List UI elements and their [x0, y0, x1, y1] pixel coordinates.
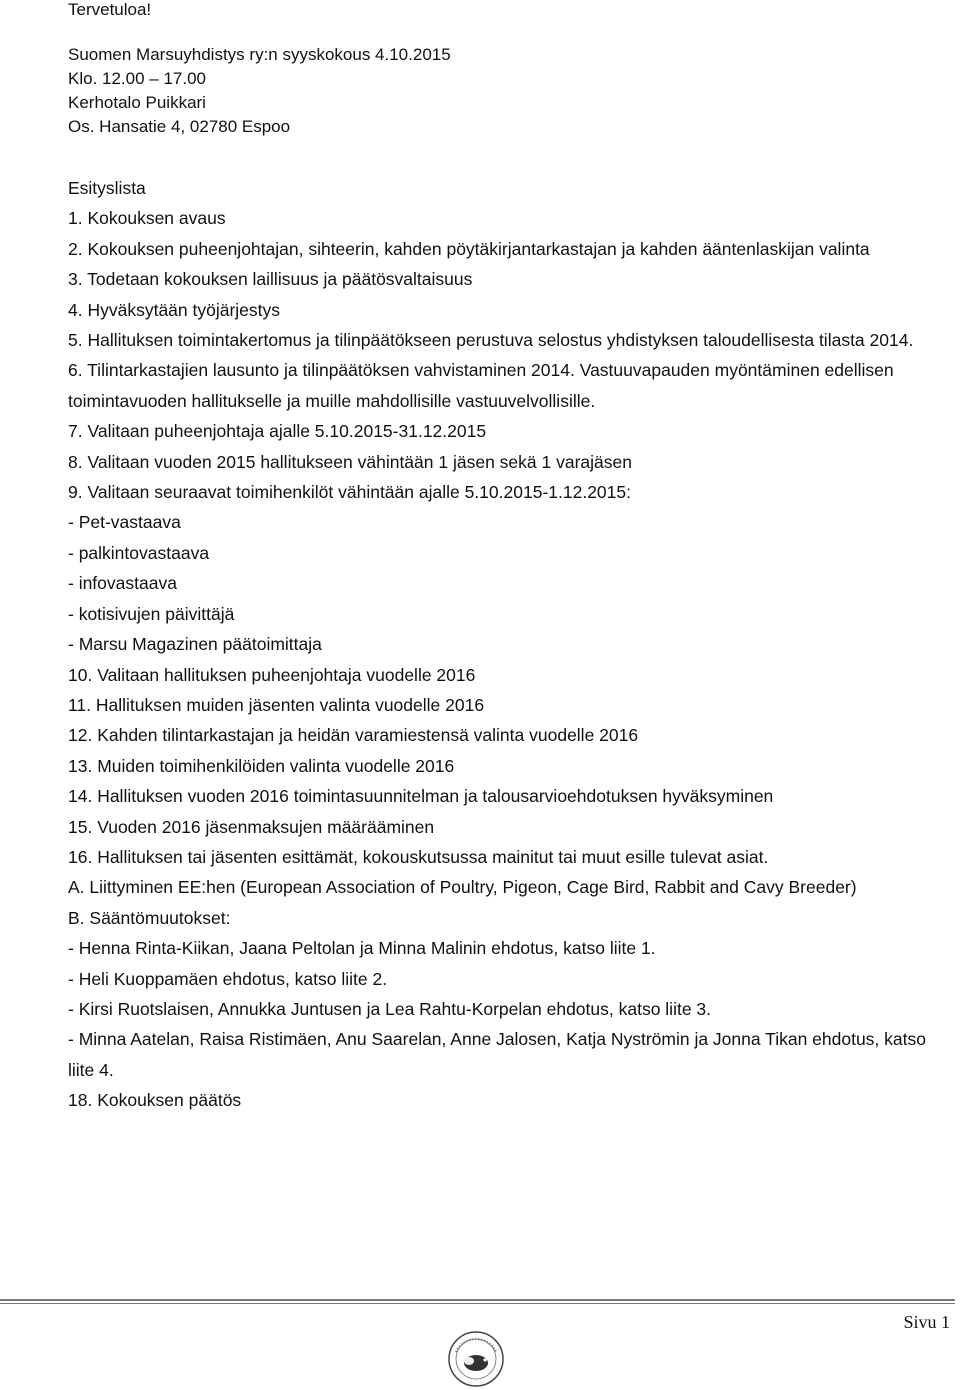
agenda-subitem: - kotisivujen päivittäjä [68, 603, 235, 624]
agenda [68, 173, 953, 1116]
meeting-venue: Kerhotalo Puikkari [68, 93, 206, 112]
agenda-item: 9. Valitaan seuraavat toimihenkilöt vähintään ajalle 5.10.2015-1.12.2015: [68, 482, 631, 503]
agenda-heading: Esityslista [68, 178, 146, 198]
meeting-title: Suomen Marsuyhdistys ry:n syyskokous 4.10.2015 [68, 45, 451, 64]
agenda-item: A. Liittyminen EE:hen (European Association of Poultry, Pigeon, Cage Bird, Rabbit and Cavy Breeder) [68, 877, 857, 898]
agenda-subitem: - palkintovastaava [68, 542, 210, 563]
page-number: Sivu 1 [903, 1312, 950, 1332]
greeting: Tervetuloa! [68, 0, 152, 19]
agenda-item: 18. Kokouksen päätös [68, 1090, 242, 1111]
agenda-subitem: - Marsu Magazinen päätoimittaja [68, 634, 322, 655]
agenda-subitem: - Heli Kuoppamäen ehdotus, katso liite 2. [68, 968, 388, 989]
agenda-item: 4. Hyväksytään työjärjestys [68, 299, 281, 320]
agenda-subitem: - Kirsi Ruotslaisen, Annukka Juntusen ja Lea Rahtu-Korpelan ehdotus, katso liite 3. [68, 998, 712, 1019]
agenda-item: 14. Hallituksen vuoden 2016 toimintasuunnitelman ja talousarvioehdotuksen hyväksyminen [68, 786, 774, 807]
meeting-time: Klo. 12.00 – 17.00 [68, 69, 207, 88]
association-seal-icon [447, 1330, 505, 1388]
agenda-item: 11. Hallituksen muiden jäsenten valinta vuodelle 2016 [68, 694, 485, 715]
agenda-subitem: - Pet-vastaava [68, 512, 181, 533]
meeting-info [68, 43, 451, 139]
agenda-subitem: - Minna Aatelan, Raisa Ristimäen, Anu Saarelan, Anne Jalosen, Katja Nyströmin ja Jonna Tikan ehdotus, katso liite 4. [68, 1029, 926, 1080]
agenda-item: 15. Vuoden 2016 jäsenmaksujen määrääminen [68, 816, 435, 837]
agenda-item: 13. Muiden toimihenkilöiden valinta vuodelle 2016 [68, 755, 455, 776]
agenda-item: 5. Hallituksen toimintakertomus ja tilinpäätökseen perustuva selostus yhdistyksen taloudellisesta tilasta 2014. [68, 330, 914, 351]
agenda-subitem: - Henna Rinta-Kiikan, Jaana Peltolan ja Minna Malinin ehdotus, katso liite 1. [68, 938, 656, 959]
agenda-item: 2. Kokouksen puheenjohtajan, sihteerin, kahden pöytäkirjantarkastajan ja kahden ääntenlaskijan valinta [68, 238, 870, 259]
footer-divider [0, 1299, 955, 1304]
agenda-item: B. Sääntömuutokset: [68, 907, 231, 928]
meeting-address: Os. Hansatie 4, 02780 Espoo [68, 117, 291, 136]
agenda-item: 6. Tilintarkastajien lausunto ja tilinpäätöksen vahvistaminen 2014. Vastuuvapauden myöntäminen edellisen toimintavuoden hallitukselle ja muille mahdollisille vastuuvelvollisille. [68, 360, 894, 411]
agenda-item: 8. Valitaan vuoden 2015 hallitukseen vähintään 1 jäsen sekä 1 varajäsen [68, 451, 632, 472]
agenda-item: 3. Todetaan kokouksen laillisuus ja päätösvaltaisuus [68, 269, 473, 290]
agenda-subitem: - infovastaava [68, 573, 177, 594]
agenda-item: 1. Kokouksen avaus [68, 208, 226, 229]
agenda-item: 7. Valitaan puheenjohtaja ajalle 5.10.2015-31.12.2015 [68, 421, 487, 442]
agenda-item: 10. Valitaan hallituksen puheenjohtaja vuodelle 2016 [68, 664, 476, 685]
agenda-item: 12. Kahden tilintarkastajan ja heidän varamiestensä valinta vuodelle 2016 [68, 725, 639, 746]
agenda-item: 16. Hallituksen tai jäsenten esittämät, kokouskutsussa mainitut tai muut esille tulevat asiat. [68, 846, 769, 867]
